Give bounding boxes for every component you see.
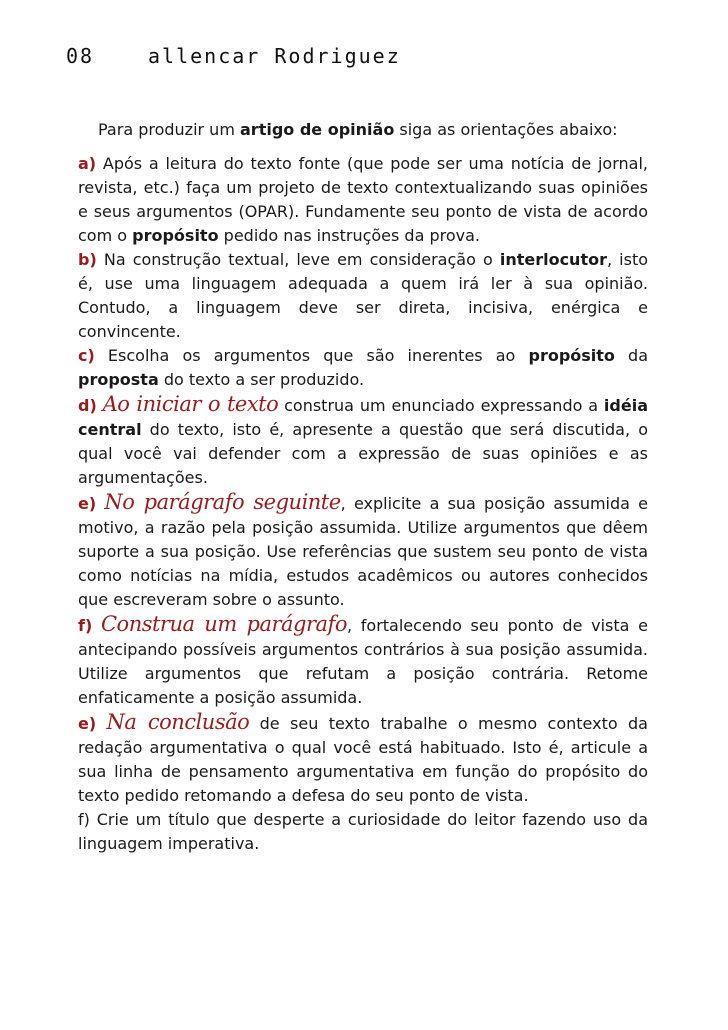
item-text: da	[614, 346, 649, 365]
item-text: do texto, isto é, apresente a questão que será discutida, o qual você vai defender com a expressão de suas opiniões e as argumentações.	[78, 420, 648, 487]
item-c	[78, 344, 648, 392]
item-text: , isto é, use uma linguagem adequada a quem irá ler à sua opinião. Contudo, a linguagem deve ser direta, incisiva, enérgica e convincente.	[78, 250, 648, 341]
item-label: c)	[78, 346, 95, 365]
item-bold: proposta	[78, 370, 159, 389]
item-label: b)	[78, 250, 97, 269]
item-script-heading: Ao iniciar o texto	[102, 392, 279, 416]
item-bold: interlocutor	[499, 250, 607, 269]
item-text: Escolha os argumentos que são inerentes ao	[94, 346, 529, 365]
item-text: Após a leitura do texto fonte (que pode ser uma notícia de jornal, revista, etc.) faça um projeto de texto contextualizando suas opiniões e seus argumentos (OPAR). Fundamente seu ponto de vista de acordo com o	[78, 154, 648, 245]
intro-bold: artigo de opinião	[240, 120, 395, 139]
item-label: a)	[78, 154, 97, 173]
item-label: f)	[78, 616, 93, 635]
item-text: do texto a ser produzido.	[158, 370, 365, 389]
item-a	[78, 152, 648, 248]
item-f2: f) Crie um título que desperte a curiosidade do leitor fazendo uso da linguagem imperativa.	[78, 810, 648, 853]
item-text: , explicite a sua posição assumida e motivo, a razão pela posição assumida. Utilize argumentos que dêem suporte a sua posição. Use referências que sustem seu ponto de vista como notícias na mídia, estudos acadêmicos ou autores conhecidos que escreveram sobre o assunto.	[78, 494, 648, 609]
item-text: construa um enunciado expressando a	[278, 396, 604, 415]
item-label: d)	[78, 396, 97, 415]
page-header	[66, 44, 401, 68]
article-body	[78, 118, 648, 856]
item-text: Na construção textual, leve em consideração o	[96, 250, 500, 269]
item-label: e)	[78, 714, 97, 733]
item-e2	[78, 710, 648, 808]
item-text: , fortalecendo seu ponto de vista e antecipando possíveis argumentos contrários à sua posição assumida. Utilize argumentos que refutam a posição contrária. Retome enfaticamente a posição assumida.	[78, 616, 648, 707]
item-script-heading: No parágrafo seguinte	[104, 490, 341, 514]
item-f1	[78, 612, 648, 710]
intro-paragraph	[78, 118, 648, 142]
intro-text-end: siga as orientações abaixo:	[394, 120, 618, 139]
item-script-heading: Construa um parágrafo	[100, 612, 347, 636]
item-bold: propósito	[528, 346, 615, 365]
item-b	[78, 248, 648, 344]
item-d	[78, 392, 648, 490]
page-number: 08	[66, 44, 95, 68]
item-text: pedido nas instruções da prova.	[218, 226, 481, 245]
item-script-heading: Na conclusão	[106, 710, 250, 734]
author-name: allencar Rodriguez	[148, 44, 401, 68]
item-bold: propósito	[132, 226, 219, 245]
item-e1	[78, 490, 648, 612]
item-bold: idéia central	[78, 396, 648, 439]
item-text: de seu texto trabalhe o mesmo contexto da redação argumentativa o qual você está habituado. Isto é, articule a sua linha de pensamento argumentativa em função do propósito do texto pedido retomando a defesa do seu ponto de vista.	[78, 714, 648, 805]
intro-text: Para produzir um	[98, 120, 240, 139]
item-label: e)	[78, 494, 97, 513]
